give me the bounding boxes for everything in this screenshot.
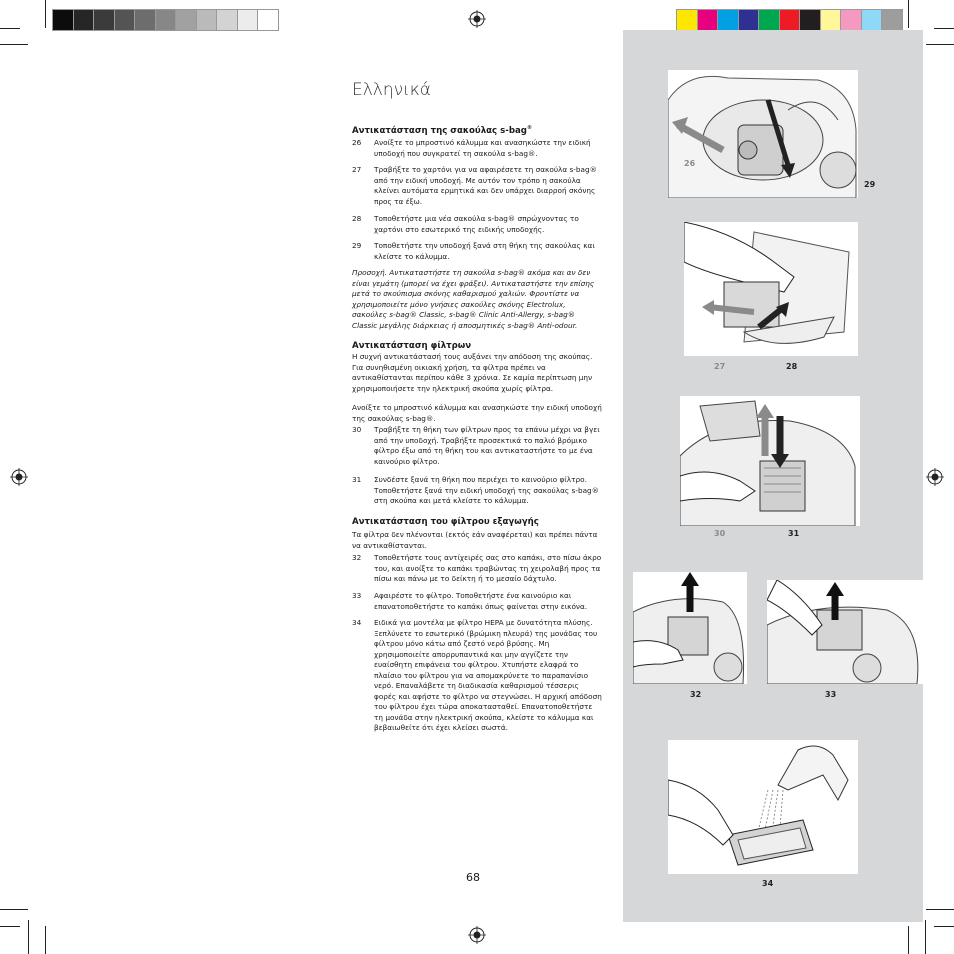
color-swatch [821, 10, 841, 30]
figure-number-32: 32 [690, 690, 702, 699]
crop-mark [0, 909, 28, 910]
figure-number-26: 26 [684, 159, 696, 168]
figure-32 [633, 572, 747, 684]
section-heading-bag: Αντικατάσταση της σακούλας s-bag® [352, 125, 532, 136]
crop-mark [908, 0, 909, 28]
section-heading-filters: Αντικατάσταση φίλτρων [352, 341, 472, 351]
filters-intro: Η συχνή αντικατάστασή τους αυξάνει την απόδοση της σκούπας. Για συνηθισμένη οικιακή χρήση, τα φίλτρα πρέπει να αντικαθίστανται περίπου κάθε 3 χρόνια. Σε καμία περίπτωση μην χρησιμοποιήσετε την ηλεκτρική σκούπα χωρίς φίλτρα. [352, 352, 593, 393]
color-swatch [882, 10, 902, 30]
color-swatch [197, 10, 217, 30]
color-swatch [176, 10, 196, 30]
color-swatch [94, 10, 114, 30]
filter-replacement-illustration [680, 396, 860, 526]
figure-33 [767, 580, 923, 684]
exhaust-filter-cover-illustration [633, 572, 747, 684]
filter-rinsing-illustration [668, 740, 858, 874]
crop-mark [45, 0, 46, 28]
figure-number-29: 29 [864, 180, 876, 189]
exhaust-intro: Τα φίλτρα δεν πλένονται (εκτός εάν αναφέρεται) και πρέπει πάντα να αντικαθίστανται. [352, 530, 598, 550]
page-title: Ελληνικά [352, 80, 432, 100]
color-swatch [115, 10, 135, 30]
crop-mark [28, 920, 29, 954]
exhaust-filter-removal-illustration [767, 580, 923, 684]
color-swatch [677, 10, 697, 30]
crop-mark [0, 926, 20, 927]
color-swatch [698, 10, 718, 30]
crop-mark [0, 44, 28, 45]
registration-mark-icon [468, 926, 486, 944]
crop-mark [934, 926, 954, 927]
color-swatch [862, 10, 882, 30]
figure-26-29 [668, 70, 858, 198]
figure-number-27: 27 [714, 362, 726, 371]
crop-mark [926, 44, 954, 45]
color-swatch [135, 10, 155, 30]
color-swatch [718, 10, 738, 30]
color-swatch [780, 10, 800, 30]
color-swatch [258, 10, 278, 30]
figure-number-31: 31 [788, 529, 800, 538]
page-number: 68 [466, 871, 480, 884]
color-swatch [238, 10, 258, 30]
registration-mark-icon [10, 468, 28, 486]
crop-mark [925, 920, 926, 954]
vacuum-bag-holder-illustration [668, 70, 858, 198]
crop-mark [45, 926, 46, 954]
filters-intro-2: Ανοίξτε το μπροστινό κάλυμμα και ανασηκώστε την ειδική υποδοχή της σακούλας s-bag®. [352, 403, 602, 423]
bag-note: Προσοχή. Αντικαταστήστε τη σακούλα s-bag® ακόμα και αν δεν είναι γεμάτη (μπορεί να έχει φράξει). Αντικαταστήστε την επίσης μετά το σκούπισμα σκόνης καθαρισμού χαλιών. Φροντίστε να χρησιμοποιείτε μόνο γνήσιες σακούλες σκόνης Electrolux, σακούλες s-bag® Classic, s-bag® Clinic Anti-Allergy, s-bag® Classic μεγάλης διάρκειας ή αποσμητικές s-bag® Anti-odour. [352, 268, 595, 330]
color-swatch [156, 10, 176, 30]
crop-mark [0, 28, 20, 29]
registration-mark-icon [926, 468, 944, 486]
figure-number-33: 33 [825, 690, 837, 699]
registration-mark-icon [468, 10, 486, 28]
color-swatch [800, 10, 820, 30]
crop-mark [926, 909, 954, 910]
color-swatch [841, 10, 861, 30]
color-swatch [53, 10, 73, 30]
crop-mark [908, 926, 909, 954]
bag-replacement-illustration [684, 222, 858, 356]
section-heading-exhaust: Αντικατάσταση του φίλτρου εξαγωγής [352, 517, 539, 527]
color-swatch [759, 10, 779, 30]
color-swatch [217, 10, 237, 30]
figure-34 [668, 740, 858, 874]
crop-mark [934, 28, 954, 29]
color-swatch [74, 10, 94, 30]
color-swatch [739, 10, 759, 30]
figure-27-28 [684, 222, 858, 356]
figure-number-28: 28 [786, 362, 798, 371]
figure-30-31 [680, 396, 860, 526]
figure-number-30: 30 [714, 529, 726, 538]
figure-number-34: 34 [762, 879, 774, 888]
